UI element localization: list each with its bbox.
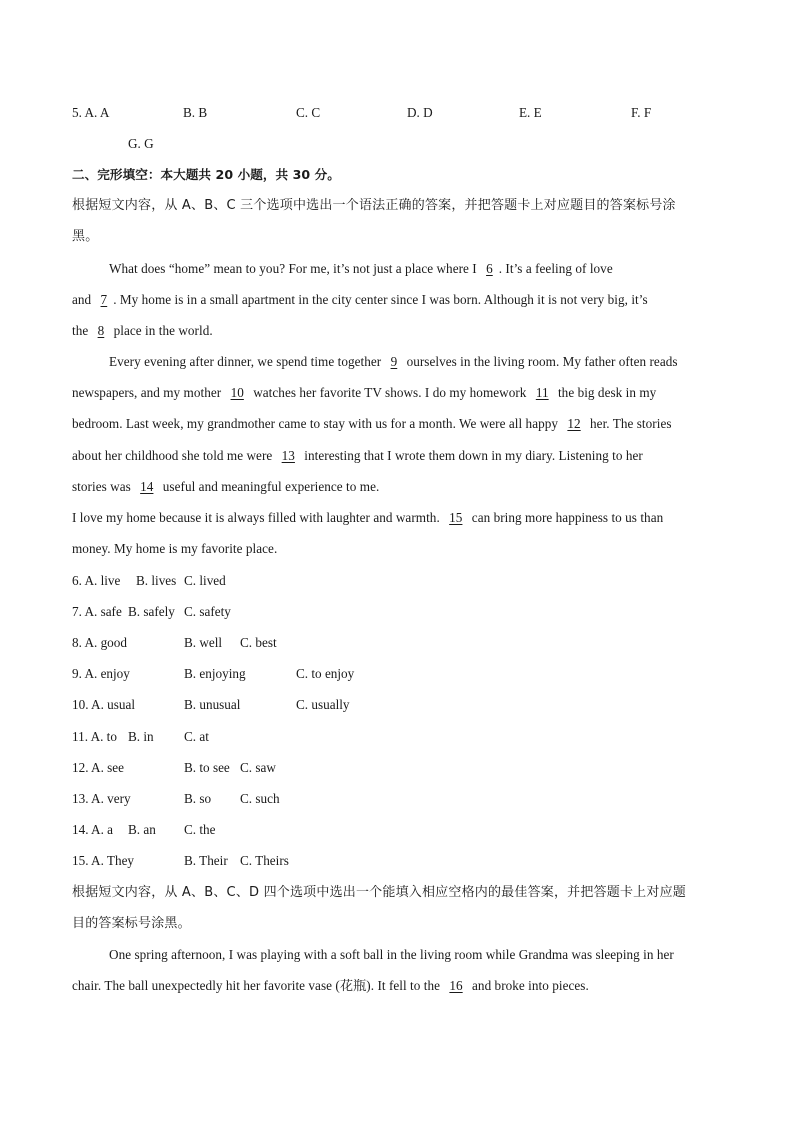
option-5-a: 5. A. A [72, 105, 110, 120]
option-5-e: E. E [519, 105, 542, 120]
q11-option-b: B. in [128, 729, 154, 744]
q7-option-c: C. safety [184, 604, 231, 619]
passage-line: One spring afternoon, I was playing with a soft ball in the living room while Grandma was sleeping in her [109, 947, 674, 962]
passage-line: about her childhood she told me were 13 interesting that I wrote them down in my diary. Listening to her [72, 448, 643, 463]
q15-option-c: C. Theirs [240, 853, 289, 868]
blank-12: 12 [567, 416, 581, 431]
q12-option-c: C. saw [240, 760, 276, 775]
instruction-line: 黑。 [72, 229, 99, 244]
blank-7: 7 [100, 292, 108, 307]
q6-option-a: 6. A. live [72, 573, 121, 588]
q13-option-c: C. such [240, 791, 280, 806]
q9-option-a: 9. A. enjoy [72, 666, 130, 681]
option-5-f: F. F [631, 105, 652, 120]
q7-option-b: B. safely [128, 604, 175, 619]
q11-option-c: C. at [184, 729, 209, 744]
q8-option-a: 8. A. good [72, 635, 127, 650]
passage-line: bedroom. Last week, my grandmother came to stay with us for a month. We were all happy 12 her. The stories [72, 416, 672, 431]
passage-line: What does “home” mean to you? For me, it’s not just a place where I 6 . It’s a feeling of love [109, 261, 613, 276]
q11-option-a: 11. A. to [72, 729, 117, 744]
passage-line: newspapers, and my mother 10 watches her favorite TV shows. I do my homework 11 the big desk in my [72, 385, 657, 400]
instruction-line: 根据短文内容，从 A、B、C 三个选项中选出一个语法正确的答案，并把答题卡上对应题目的答案标号涂 [72, 198, 676, 213]
blank-10: 10 [230, 385, 244, 400]
q10-option-a: 10. A. usual [72, 697, 136, 712]
blank-8: 8 [97, 323, 105, 338]
q9-option-c: C. to enjoy [296, 666, 355, 681]
option-5-c: C. C [296, 105, 321, 120]
q14-option-c: C. the [184, 822, 216, 837]
q6-option-b: B. lives [136, 573, 177, 588]
blank-9: 9 [390, 354, 398, 369]
q15-option-a: 15. A. They [72, 853, 135, 868]
q12-option-a: 12. A. see [72, 760, 125, 775]
option-5-g: G. G [128, 136, 154, 151]
instruction-line: 根据短文内容，从 A、B、C、D 四个选项中选出一个能填入相应空格内的最佳答案，并把答题卡上对应题 [72, 885, 686, 900]
blank-11: 11 [535, 385, 549, 400]
instruction-line: 目的答案标号涂黑。 [72, 916, 191, 931]
blank-15: 15 [449, 510, 463, 525]
blank-6: 6 [486, 261, 493, 276]
q6-option-c: C. lived [184, 573, 226, 588]
passage-line: money. My home is my favorite place. [72, 541, 278, 556]
passage-line: and 7 . My home is in a small apartment in the city center since I was born. Although it is not very big, it’s [72, 292, 648, 307]
option-5-b: B. B [183, 105, 208, 120]
passage-line: chair. The ball unexpectedly hit her favorite vase (花瓶). It fell to the 16 and broke into pieces. [72, 978, 589, 993]
passage-line: stories was 14 useful and meaningful experience to me. [72, 479, 380, 494]
passage-line: the 8 place in the world. [72, 323, 213, 338]
q10-option-b: B. unusual [184, 697, 241, 712]
q10-option-c: C. usually [296, 697, 350, 712]
passage-line: I love my home because it is always filled with laughter and warmth. 15 can bring more happiness to us than [72, 510, 664, 525]
q12-option-b: B. to see [184, 760, 230, 775]
q14-option-b: B. an [128, 822, 156, 837]
q8-option-c: C. best [240, 635, 277, 650]
blank-14: 14 [140, 479, 154, 494]
q8-option-b: B. well [184, 635, 223, 650]
q13-option-b: B. so [184, 791, 212, 806]
q7-option-a: 7. A. safe [72, 604, 122, 619]
q9-option-b: B. enjoying [184, 666, 246, 681]
passage-line: Every evening after dinner, we spend time together 9 ourselves in the living room. My father often reads [109, 354, 678, 369]
q14-option-a: 14. A. a [72, 822, 114, 837]
option-5-d: D. D [407, 105, 433, 120]
blank-16: 16 [449, 978, 463, 993]
section-heading: 二、完形填空：本大题共 20 小题，共 30 分。 [72, 167, 340, 182]
blank-13: 13 [281, 448, 295, 463]
q15-option-b: B. Their [184, 853, 228, 868]
q13-option-a: 13. A. very [72, 791, 131, 806]
